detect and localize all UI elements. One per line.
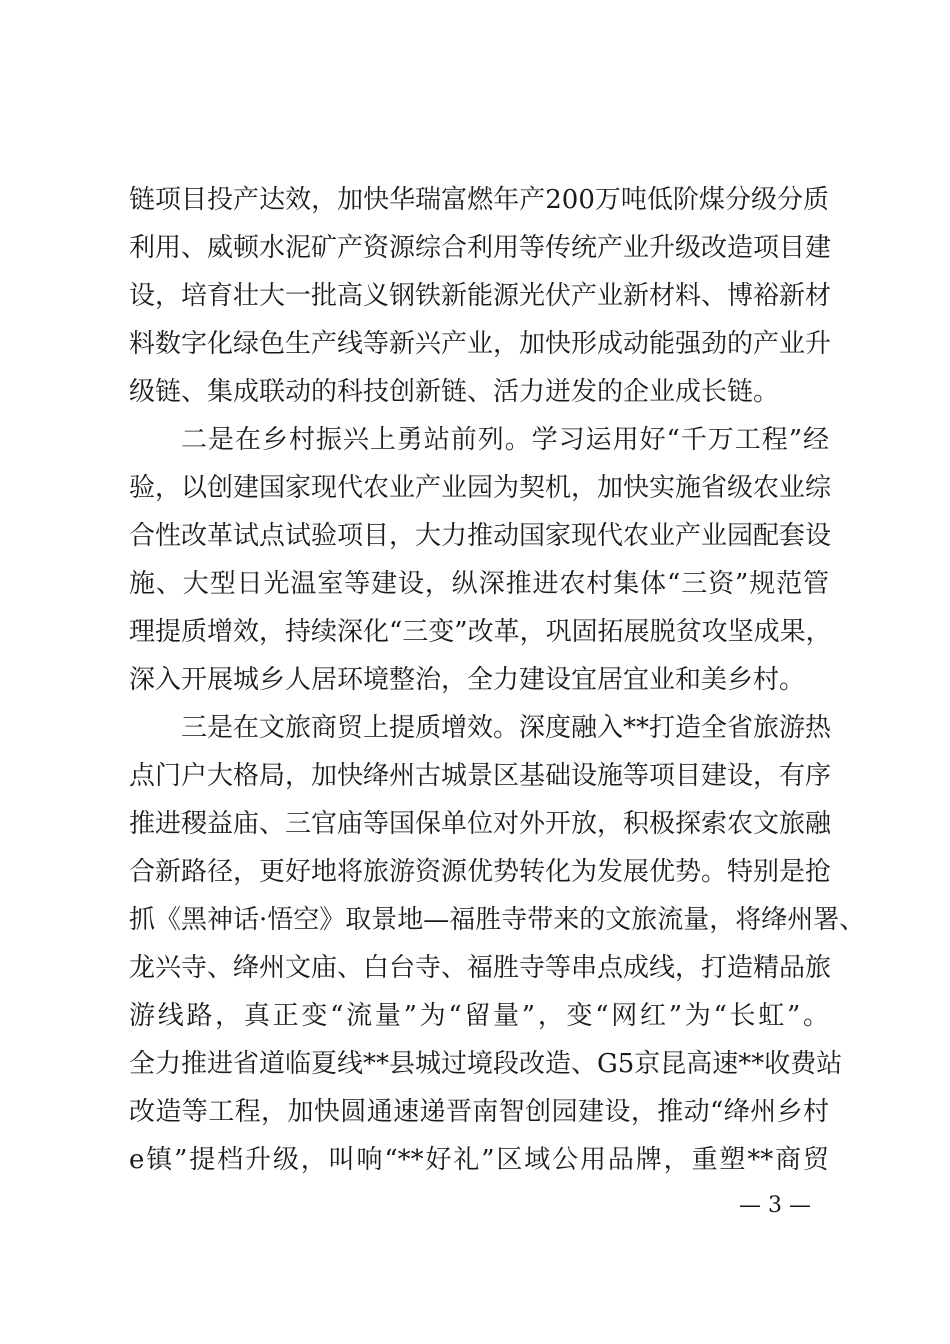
text-line: 改造等工程，加快圆通速递晋南智创园建设，推动“绛州乡村 <box>129 1097 829 1127</box>
text-line: 利用、威顿水泥矿产资源综合利用等传统产业升级改造项目建 <box>129 233 832 263</box>
paragraph-heading-line: 三是在文旅商贸上提质增效。深度融入**打造全省旅游热 <box>181 713 832 743</box>
text-line: 设，培育壮大一批高义钢铁新能源光伏产业新材料、博裕新材 <box>129 281 832 311</box>
text-line: 抓《黑神话·悟空》取景地—福胜寺带来的文旅流量，将绛州署、 <box>129 905 866 935</box>
text-line: 链项目投产达效，加快华瑞富燃年产200万吨低阶煤分级分质 <box>129 185 829 215</box>
text-line: 龙兴寺、绛州文庙、白台寺、福胜寺等串点成线，打造精品旅 <box>129 953 832 983</box>
text-line: 料数字化绿色生产线等新兴产业，加快形成动能强劲的产业升 <box>129 329 832 359</box>
text-line: 深入开展城乡人居环境整治，全力建设宜居宜业和美乡村。 <box>129 665 806 695</box>
text-line: 理提质增效，持续深化“三变”改革，巩固拓展脱贫攻坚成果， <box>129 617 832 647</box>
text-line: 验，以创建国家现代农业产业园为契机，加快实施省级农业综 <box>129 473 832 503</box>
text-line: 点门户大格局，加快绛州古城景区基础设施等项目建设，有序 <box>129 761 832 791</box>
paragraph-heading-line: 二是在乡村振兴上勇站前列。学习运用好“千万工程”经 <box>181 425 829 455</box>
text-line: 级链、集成联动的科技创新链、活力迸发的企业成长链。 <box>129 377 780 407</box>
page-number: — 3 — <box>739 1193 811 1218</box>
text-line: 施、大型日光温室等建设，纵深推进农村集体“三资”规范管 <box>129 569 829 599</box>
text-line: 合新路径，更好地将旅游资源优势转化为发展优势。特别是抢 <box>129 857 832 887</box>
text-line: 推进稷益庙、三官庙等国保单位对外开放，积极探索农文旅融 <box>129 809 832 839</box>
text-line: 全力推进省道临夏线**县城过境段改造、G5京昆高速**收费站 <box>129 1049 843 1079</box>
text-line: e镇”提档升级，叫响“**好礼”区域公用品牌，重塑**商贸 <box>129 1145 829 1175</box>
text-line: 合性改革试点试验项目，大力推动国家现代农业产业园配套设 <box>129 521 832 551</box>
text-line: 游线路，真正变“流量”为“留量”，变“网红”为“长虹”。 <box>129 1001 829 1031</box>
